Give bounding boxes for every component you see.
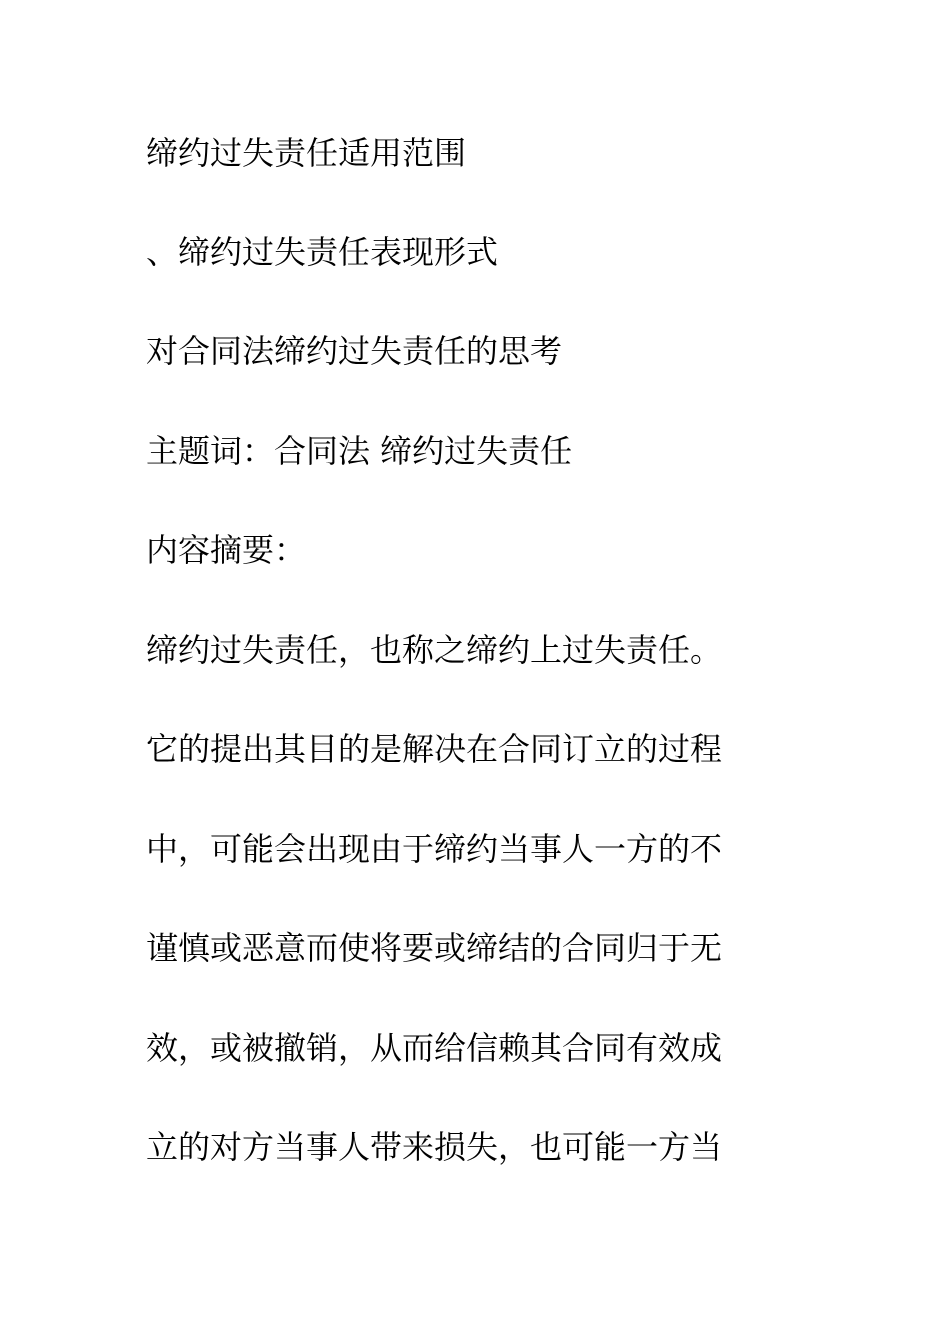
heading-scope: 缔约过失责任适用范围 — [146, 134, 467, 172]
abstract-line-2: 它的提出其目的是解决在合同订立的过程 — [146, 730, 723, 768]
abstract-line-4: 谨慎或恶意而使将要或缔结的合同归于无 — [146, 929, 723, 967]
heading-forms: 、缔约过失责任表现形式 — [146, 233, 499, 271]
abstract-line-3: 中，可能会出现由于缔约当事人一方的不 — [146, 830, 723, 868]
abstract-line-5: 效，或被撤销，从而给信赖其合同有效成 — [146, 1029, 723, 1067]
abstract-line-1: 缔约过失责任，也称之缔约上过失责任。 — [146, 631, 723, 669]
keywords-line: 主题词：合同法 缔约过失责任 — [146, 432, 573, 470]
document-title: 对合同法缔约过失责任的思考 — [146, 332, 563, 370]
abstract-line-6: 立的对方当事人带来损失，也可能一方当 — [146, 1128, 723, 1166]
abstract-label: 内容摘要： — [146, 531, 307, 569]
